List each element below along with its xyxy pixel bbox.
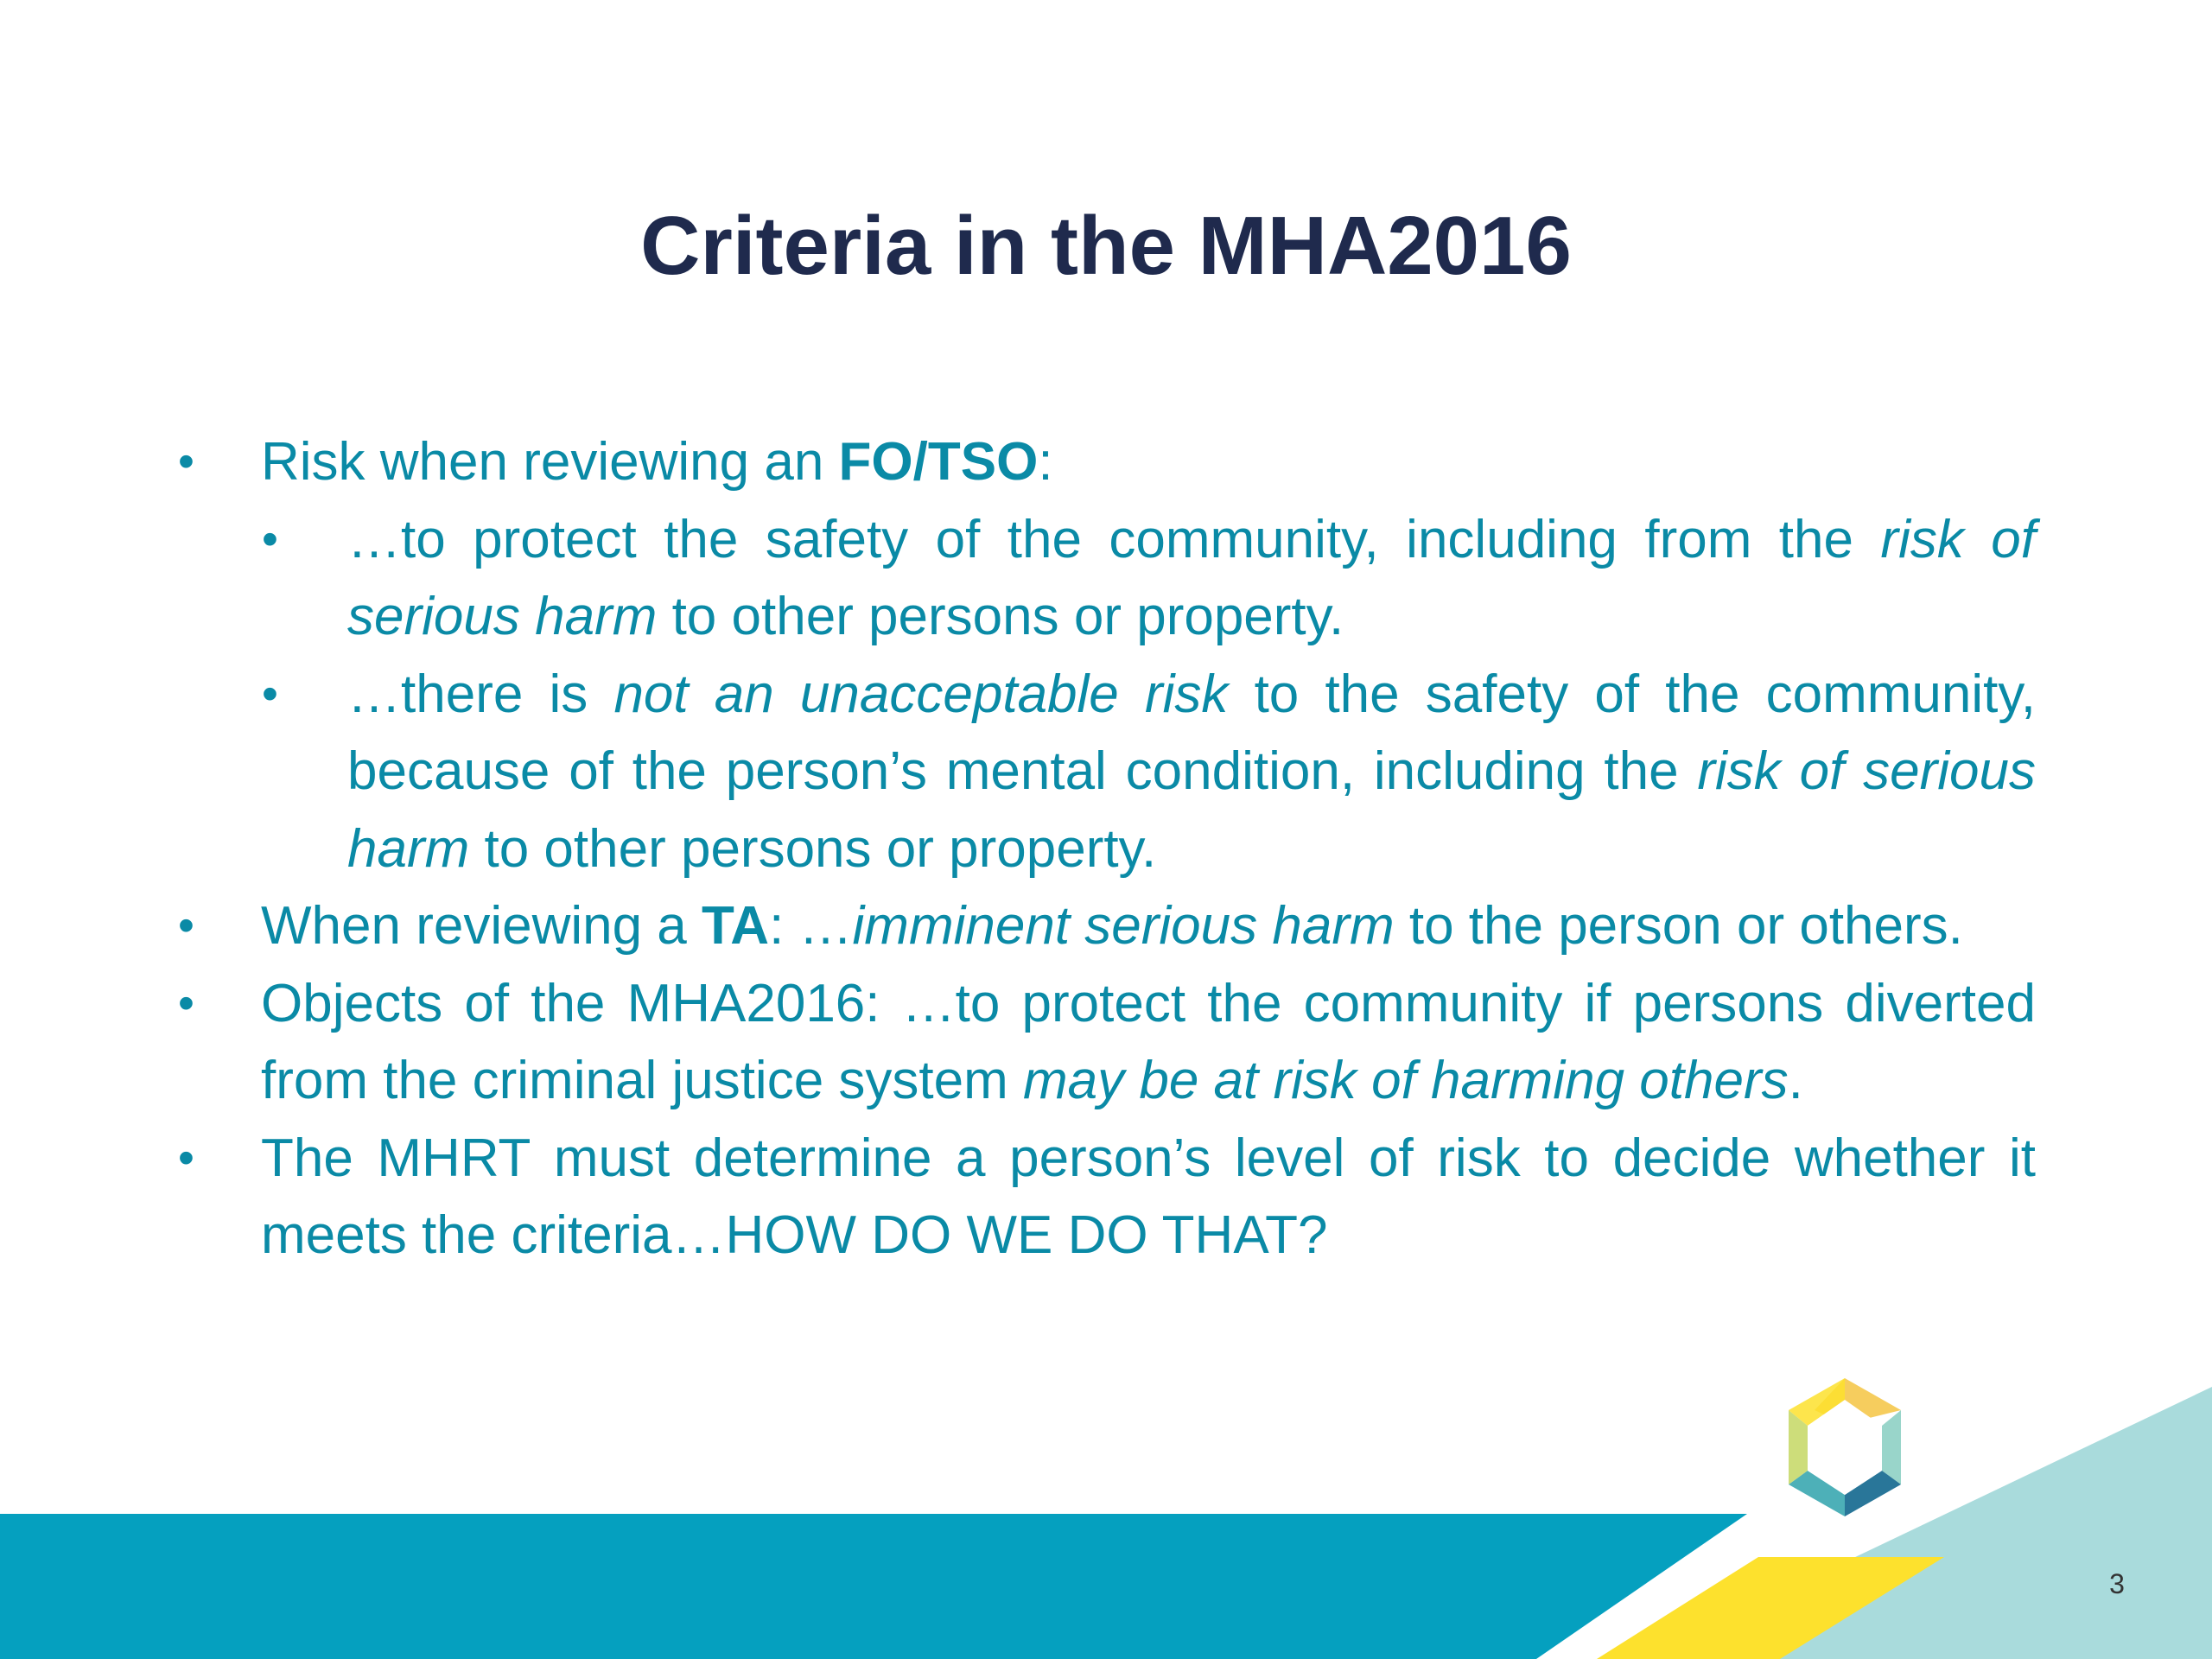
sub-bullet-item	[262, 656, 2036, 888]
bullet-dot-icon: •	[178, 1131, 194, 1184]
bullet-item	[178, 887, 2036, 965]
bullet-text-run: When reviewing a	[261, 896, 702, 956]
bullet-text-run: may be at risk of harming others	[1023, 1051, 1789, 1110]
bullet-text-run: TA	[702, 896, 770, 956]
bullet-text-run: Objects of the MHA2016: …to protect the community if persons diverted from the criminal justice system	[261, 973, 2036, 1110]
bullet-text-run: The MHRT must determine a person’s level of risk to decide whether it meets the criteria…HOW DO WE DO THAT?	[261, 1128, 2036, 1265]
bullet-text-run: …to protect the safety of the community, including from the	[347, 509, 1881, 569]
sub-bullet-item	[262, 501, 2036, 656]
page-number: 3	[2109, 1568, 2125, 1599]
bullet-text-run: risk of serious harm	[347, 509, 2036, 646]
bullet-text-run: …there is	[347, 664, 614, 724]
bullet-item	[178, 423, 2036, 501]
bullet-text-run: : …	[769, 896, 853, 956]
bullet-text-run: to the person or others.	[1394, 896, 1963, 956]
slide-title: Criteria in the MHA2016	[640, 200, 1572, 292]
bullet-dot-icon: •	[262, 667, 278, 720]
bullet-item	[178, 1120, 2036, 1274]
bullet-text-run: Risk when reviewing an	[261, 432, 839, 492]
bullet-text-run: not an unacceptable risk	[613, 664, 1229, 724]
bullet-text-run: imminent serious harm	[852, 896, 1395, 956]
bullet-dot-icon: •	[178, 435, 194, 487]
bullet-dot-icon: •	[262, 512, 278, 565]
teal-band	[0, 1514, 1747, 1659]
bullet-text-run: to other persons or property.	[469, 818, 1157, 879]
bullet-dot-icon: •	[178, 899, 194, 951]
bullet-text-run: to the safety of the community, because of the person’s mental condition, including the	[347, 664, 2036, 801]
bullet-text-run: risk of serious harm	[347, 741, 2036, 879]
bullet-text-run: to other persons or property.	[657, 587, 1344, 646]
bullet-dot-icon: •	[178, 976, 194, 1029]
bullet-text-run: FO/TSO	[838, 432, 1039, 492]
bullet-text-run: .	[1788, 1051, 1803, 1110]
bullet-list	[0, 423, 2212, 1274]
bullet-text-run: :	[1038, 432, 1053, 492]
bullet-item	[178, 965, 2036, 1120]
hexagon-logo-icon	[1780, 1374, 1910, 1521]
